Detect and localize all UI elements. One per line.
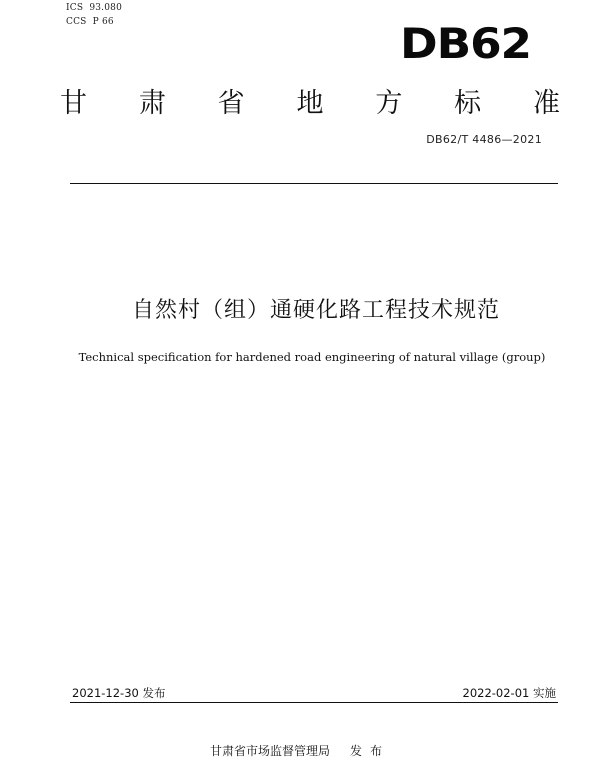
category-char: 标 [454, 88, 482, 119]
category-char: 肃 [138, 88, 166, 119]
issuer-action: 发布 [350, 744, 391, 758]
standard-logo: DB62 [400, 19, 532, 68]
category-char: 方 [375, 88, 403, 119]
category-char: 甘 [60, 88, 87, 119]
issuer-name: 甘肃省市场监督管理局 [209, 744, 330, 758]
standard-category [60, 84, 560, 124]
header-divider [70, 183, 558, 184]
issue-date: 2021-12-30 发布 [72, 686, 166, 700]
ccs-code: CCS P 66 [66, 17, 114, 27]
implementation-date: 2022-02-01 实施 [462, 686, 556, 700]
category-char: 准 [532, 88, 560, 119]
classification-codes [66, 1, 122, 29]
english-title: Technical specification for hardened road engineering of natural village (group) [78, 350, 546, 364]
ics-code: ICS 93.080 [66, 3, 123, 13]
standard-number: DB62/T 4486—2021 [426, 133, 542, 146]
category-char: 地 [296, 88, 324, 119]
footer-divider [70, 702, 558, 703]
chinese-title: 自然村（组）通硬化路工程技术规范 [131, 298, 500, 323]
issuer-line [0, 741, 600, 761]
category-char: 省 [217, 88, 245, 119]
